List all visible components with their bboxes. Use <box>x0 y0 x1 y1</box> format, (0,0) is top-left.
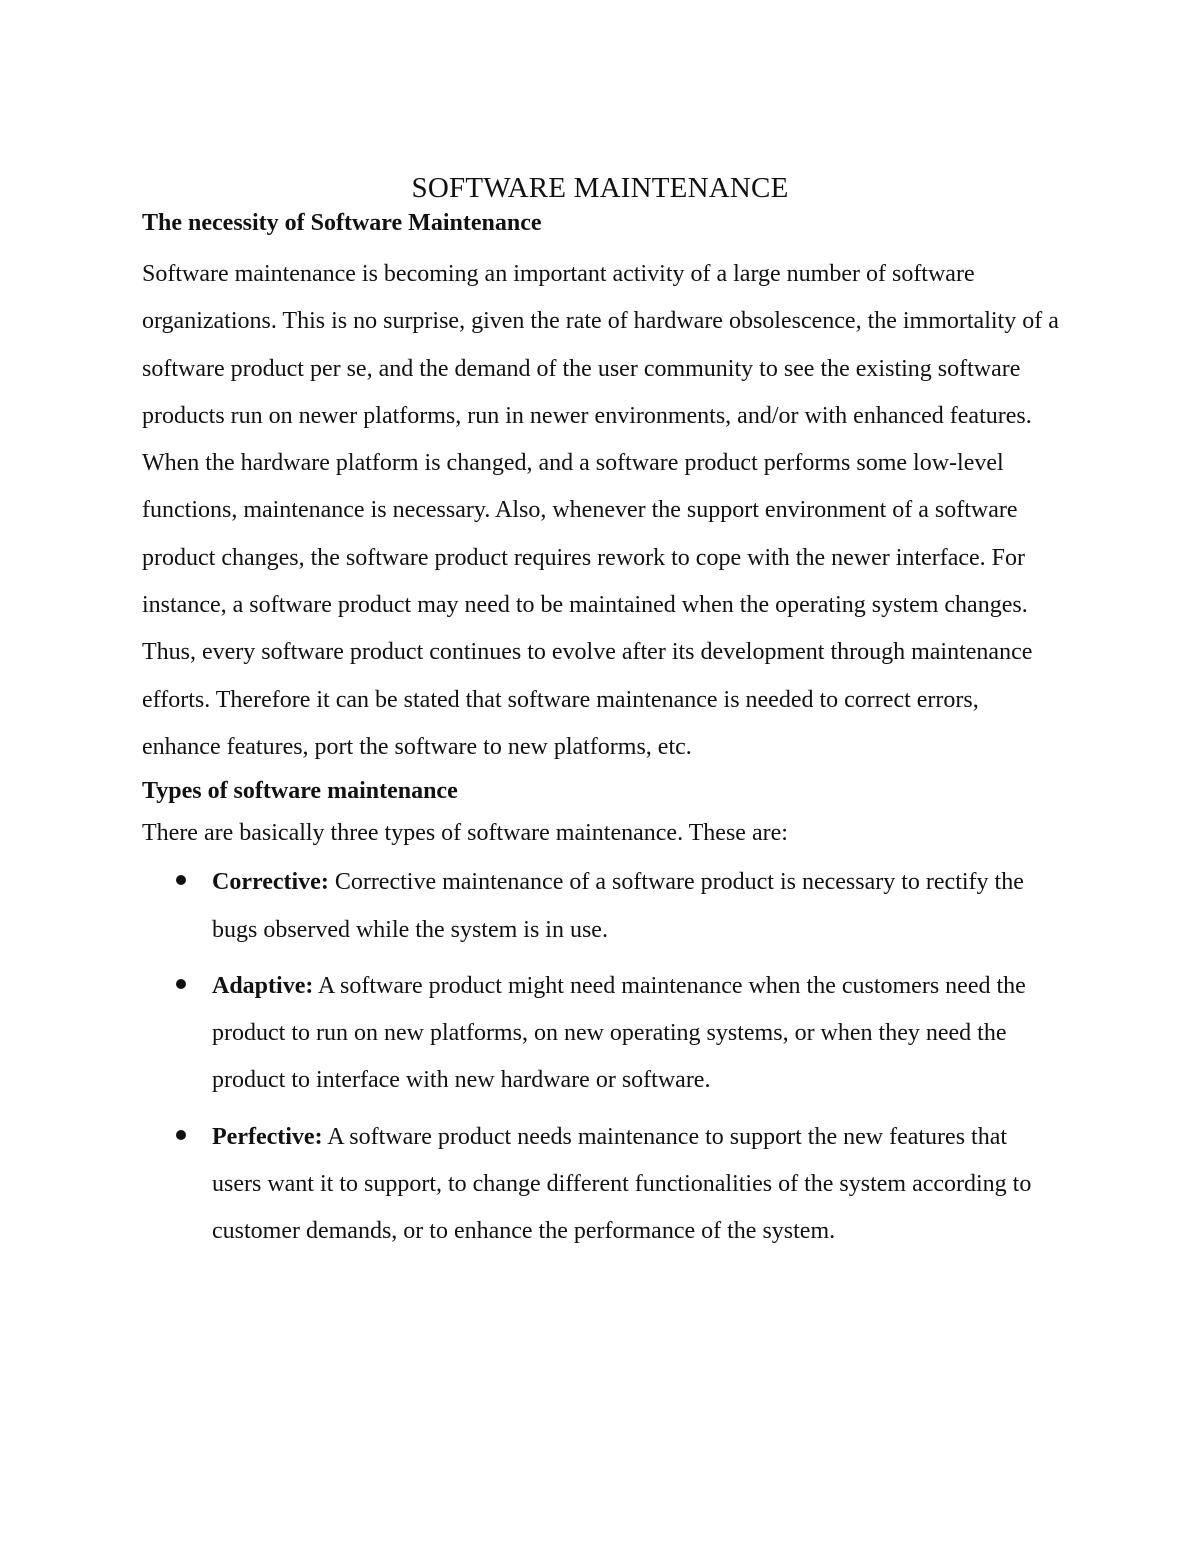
document-body <box>142 205 1062 1265</box>
bullet-icon <box>176 875 186 885</box>
types-intro-paragraph: There are basically three types of software maintenance. These are: <box>142 820 788 847</box>
bullet-icon <box>176 1130 186 1140</box>
list-item-text: A software product might need maintenance when the customers need the product to run on new platforms, on new operating systems, or when they need the product to interface with new hardware or software. <box>212 972 1026 1094</box>
bullet-icon <box>176 979 186 989</box>
list-item-text: A software product needs maintenance to support the new features that users want it to support, to change different functionalities of the system according to customer demands, or to enhance the performance of the system. <box>212 1123 1032 1245</box>
maintenance-types-list <box>142 859 1062 1255</box>
list-item-term: Adaptive: <box>212 972 314 999</box>
list-item-corrective <box>142 859 1062 954</box>
list-item-perfective <box>142 1114 1062 1256</box>
list-item-adaptive <box>142 963 1062 1105</box>
list-item-term: Corrective: <box>212 869 329 896</box>
section-heading-necessity: The necessity of Software Maintenance <box>142 210 542 236</box>
list-item-text: Corrective maintenance of a software product is necessary to rectify the bugs observed while the system is in use. <box>212 869 1024 943</box>
document-title: SOFTWARE MAINTENANCE <box>411 172 789 204</box>
section-heading-types: Types of software maintenance <box>142 778 458 805</box>
necessity-paragraph: Software maintenance is becoming an important activity of a large number of software organizations. This is no surprise, given the rate of hardware obsolescence, the immortality of a software product per se, and the demand of the user community to see the existing software products run on newer platforms, run in newer environments, and/or with enhanced features. When the hardware platform is changed, and a software product performs some low-level functions, maintenance is necessary. Also, whenever the support environment of a software product changes, the software product requires rework to cope with the newer interface. For instance, a software product may need to be maintained when the operating system changes. Thus, every software product continues to evolve after its development through maintenance efforts. Therefore it can be stated that software maintenance is needed to correct errors, enhance features, port the software to new platforms, etc. <box>142 261 1059 760</box>
list-item-term: Perfective: <box>212 1123 323 1150</box>
